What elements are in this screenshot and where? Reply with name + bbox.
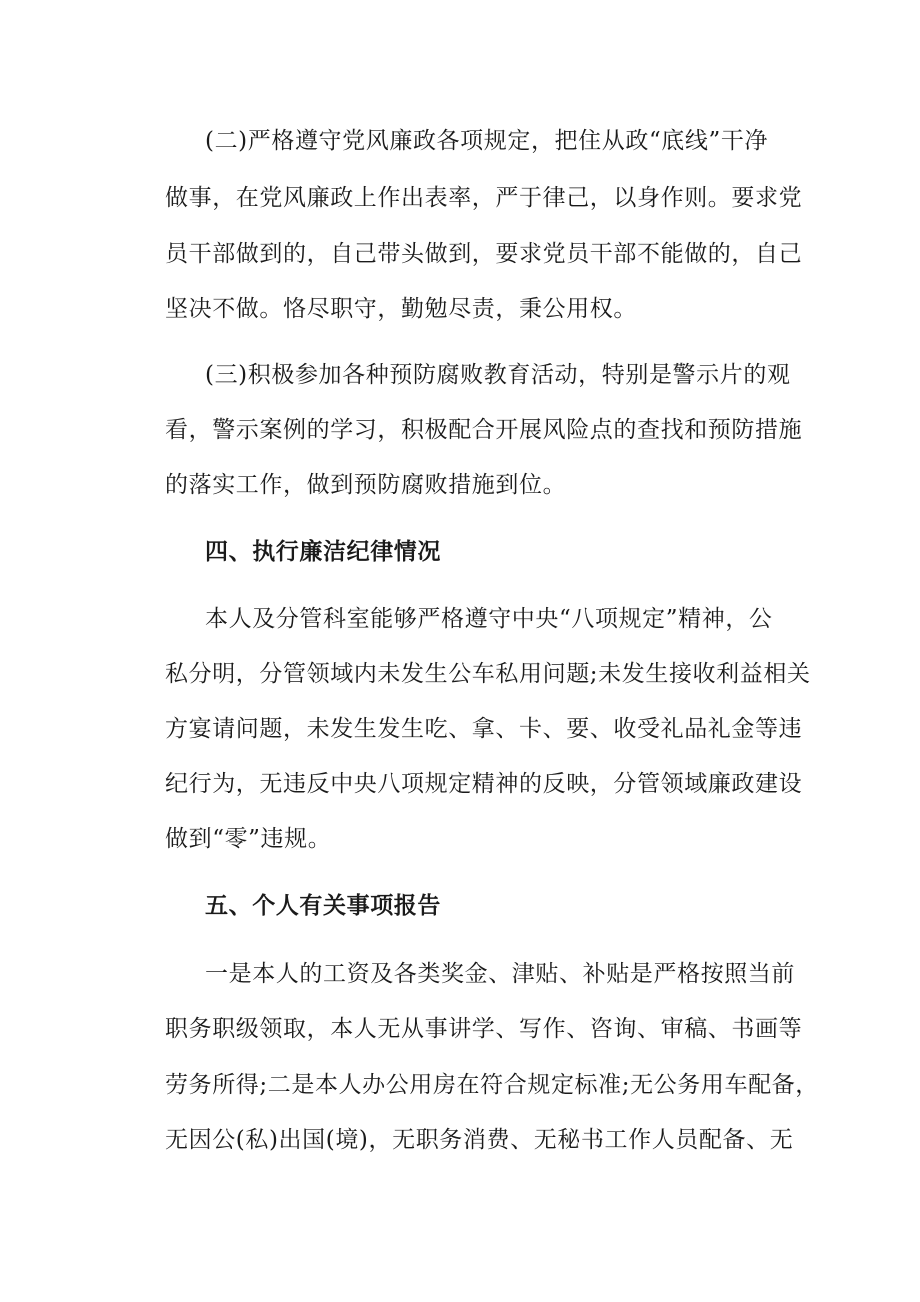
- section-5-line-4: 无因公(私)出国(境)，无职务消费、无秘书工作人员配备、无: [165, 1127, 794, 1153]
- section-5-line-3: 劳务所得;二是本人办公用房在符合规定标准;无公务用车配备，: [165, 1072, 819, 1098]
- paragraph-2-line-2: 做事，在党风廉政上作出表率，严于律己，以身作则。要求党: [165, 185, 803, 211]
- section-4-line-5: 做到“零”违规。: [165, 826, 332, 852]
- section-4-line-2: 私分明，分管领域内未发生公车私用问题;未发生接收利益相关: [165, 661, 811, 687]
- paragraph-2-line-3: 员干部做到的，自己带头做到，要求党员干部不能做的，自己: [165, 241, 803, 267]
- section-4-heading: 四、执行廉洁纪律情况: [205, 539, 441, 565]
- section-4-line-4: 纪行为，无违反中央八项规定精神的反映，分管领域廉政建设: [165, 771, 803, 797]
- paragraph-2-line-1: (二)严格遵守党风廉政各项规定，把住从政“底线”干净: [205, 128, 769, 154]
- section-4-line-1: 本人及分管科室能够严格遵守中央“八项规定”精神，公: [205, 606, 773, 632]
- section-5-line-2: 职务职级领取，本人无从事讲学、写作、咨询、审稿、书画等: [165, 1016, 803, 1042]
- section-5-line-1: 一是本人的工资及各类奖金、津贴、补贴是严格按照当前: [205, 961, 795, 987]
- paragraph-3-line-2: 看，警示案例的学习，积极配合开展风险点的查找和预防措施: [165, 417, 803, 443]
- section-4-line-3: 方宴请问题，未发生发生吃、拿、卡、要、收受礼品礼金等违: [165, 716, 803, 742]
- paragraph-2-line-4: 坚决不做。恪尽职守，勤勉尽责，秉公用权。: [165, 296, 637, 322]
- section-5-heading: 五、个人有关事项报告: [205, 893, 441, 919]
- paragraph-3-line-3: 的落实工作，做到预防腐败措施到位。: [165, 472, 567, 498]
- paragraph-3-line-1: (三)积极参加各种预防腐败教育活动，特别是警示片的观: [205, 362, 791, 388]
